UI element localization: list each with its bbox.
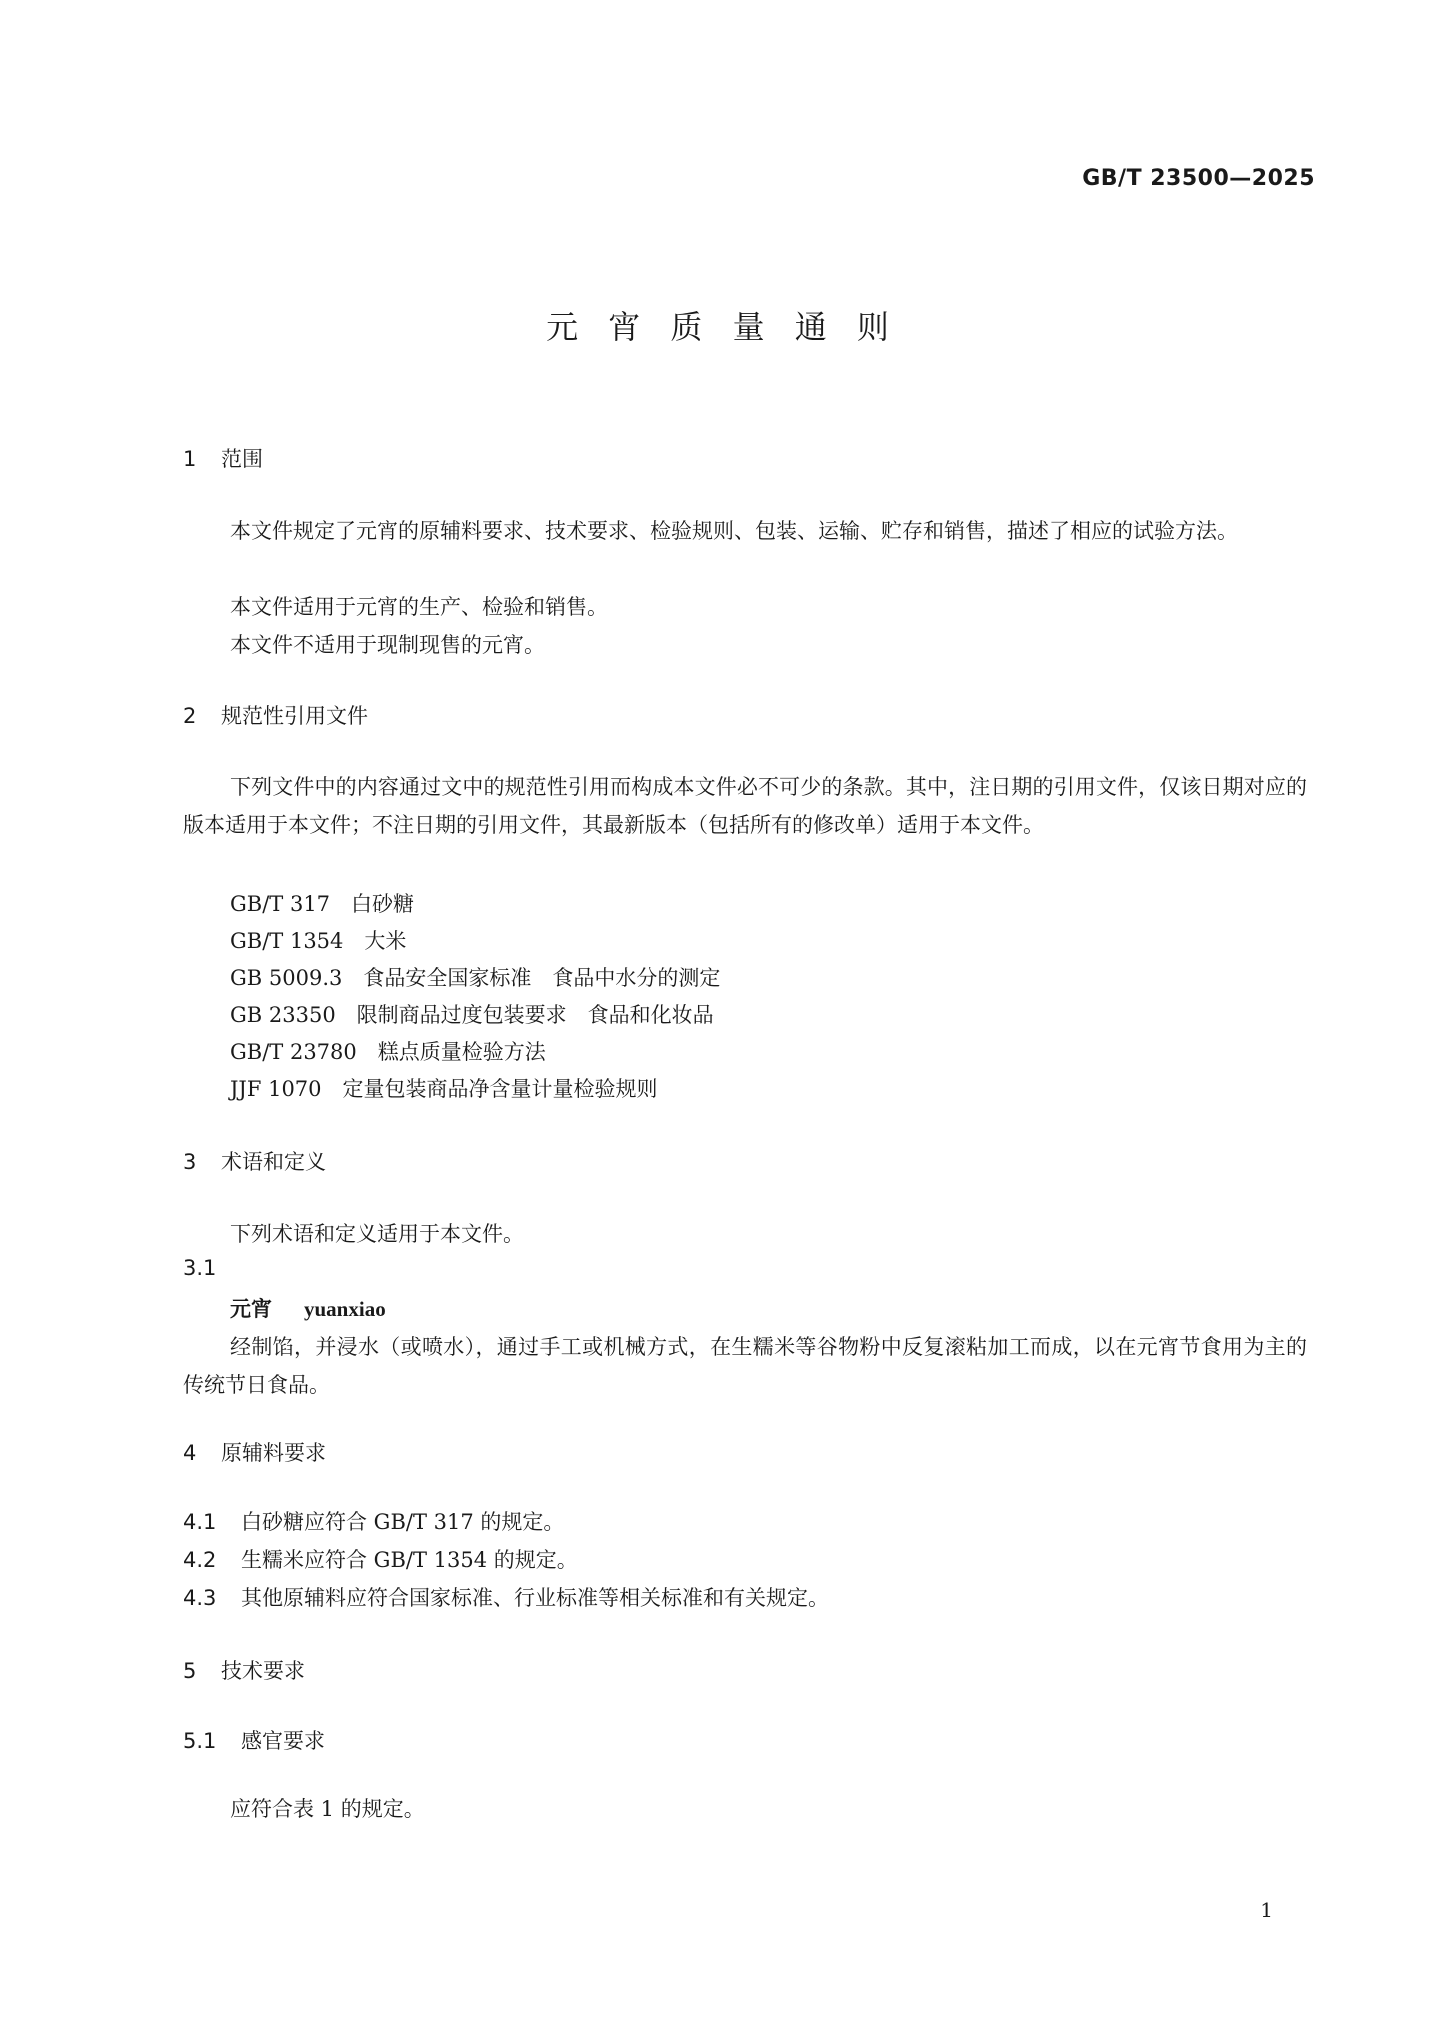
reference-item: GB/T 317 白砂糖: [230, 892, 415, 916]
term-english: yuanxiao: [304, 1297, 386, 1321]
section-title: 规范性引用文件: [221, 704, 368, 728]
section-4-heading: [183, 1437, 326, 1467]
section-number: 3: [183, 1150, 197, 1174]
term-entry: [230, 1293, 386, 1323]
paragraph: 本文件规定了元宵的原辅料要求、技术要求、检验规则、包装、运输、贮存和销售，描述了相应的试验方法。: [230, 519, 1238, 543]
section-number: 2: [183, 704, 197, 728]
paragraph: 下列术语和定义适用于本文件。: [230, 1222, 524, 1246]
clause-number: 4.2: [183, 1548, 217, 1572]
clause-item: [183, 1582, 829, 1612]
reference-item: GB/T 23780 糕点质量检验方法: [230, 1040, 546, 1064]
section-number: 1: [183, 447, 197, 471]
clause-number: 4.3: [183, 1586, 217, 1610]
section-2-heading: [183, 700, 368, 730]
clause-text: 白砂糖应符合 GB/T 317 的规定。: [241, 1510, 565, 1534]
subsection-5-1-heading: [183, 1725, 325, 1755]
section-number: 5: [183, 1659, 197, 1683]
section-3-heading: [183, 1146, 326, 1176]
document-title: 元 宵 质 量 通 则: [546, 308, 899, 346]
paragraph: 本文件适用于元宵的生产、检验和销售。: [230, 595, 608, 619]
paragraph: 本文件不适用于现制现售的元宵。: [230, 633, 545, 657]
definition-paragraph: 经制馅，并浸水（或喷水），通过手工或机械方式，在生糯米等谷物粉中反复滚粘加工而成，以在元宵节食用为主的传统节日食品。: [183, 1335, 1307, 1397]
paragraph: 应符合表 1 的规定。: [230, 1797, 425, 1821]
clause-item: [183, 1544, 578, 1574]
clause-number: 4.1: [183, 1510, 217, 1534]
reference-item: GB/T 1354 大米: [230, 929, 407, 953]
term-number: 3.1: [183, 1256, 217, 1280]
clause-item: [183, 1506, 564, 1536]
section-5-heading: [183, 1655, 305, 1685]
clause-text: 生糯米应符合 GB/T 1354 的规定。: [241, 1548, 578, 1572]
reference-item: GB 5009.3 食品安全国家标准 食品中水分的测定: [230, 966, 721, 990]
section-title: 原辅料要求: [221, 1441, 326, 1465]
standard-number: GB/T 23500—2025: [1082, 166, 1315, 191]
paragraph: 下列文件中的内容通过文中的规范性引用而构成本文件必不可少的条款。其中，注日期的引用文件，仅该日期对应的版本适用于本文件；不注日期的引用文件，其最新版本（包括所有的修改单）适用于本文件。: [183, 775, 1307, 837]
section-number: 4: [183, 1441, 197, 1465]
section-1-heading: [183, 443, 263, 473]
term-chinese: 元宵: [230, 1297, 272, 1321]
section-title: 范围: [221, 447, 263, 471]
clause-text: 其他原辅料应符合国家标准、行业标准等相关标准和有关规定。: [241, 1586, 829, 1610]
page-number: 1: [1260, 1898, 1273, 1922]
subsection-title: 感官要求: [241, 1729, 325, 1753]
section-title: 术语和定义: [221, 1150, 326, 1174]
reference-item: GB 23350 限制商品过度包装要求 食品和化妆品: [230, 1003, 714, 1027]
section-title: 技术要求: [221, 1659, 305, 1683]
reference-item: JJF 1070 定量包装商品净含量计量检验规则: [230, 1077, 658, 1101]
subsection-number: 5.1: [183, 1729, 217, 1753]
